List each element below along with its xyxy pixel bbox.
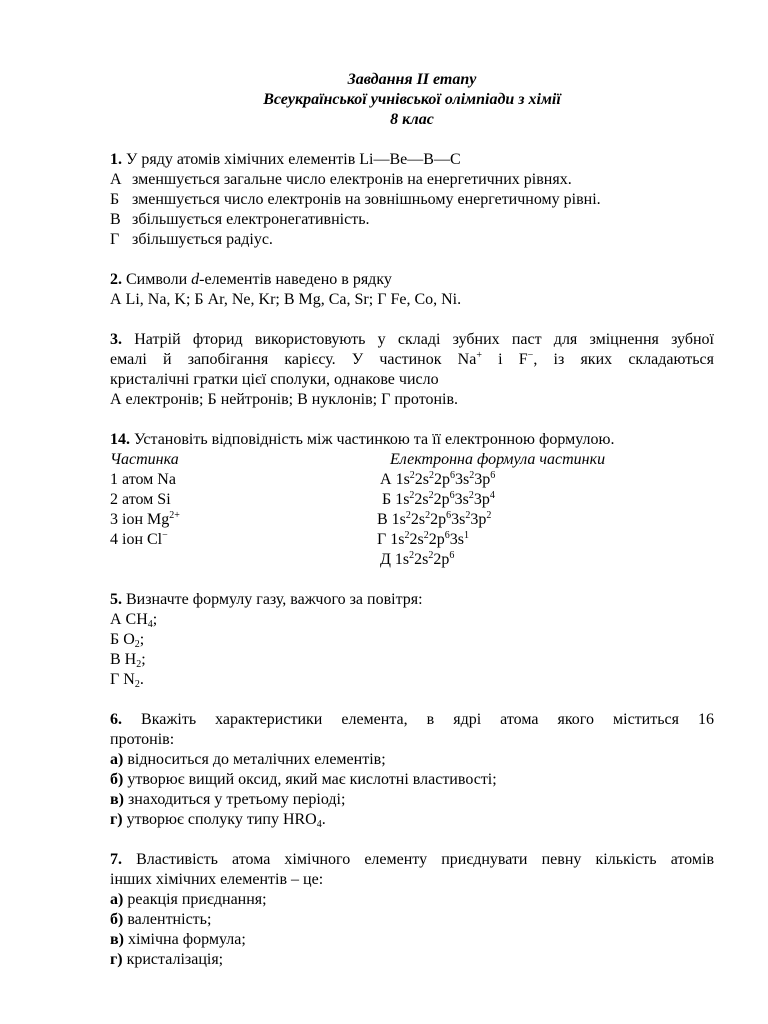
answer-option: Г збільшується радіус.	[110, 231, 273, 248]
question-text: У ряду атомів хімічних елементів Li—Be—B—C	[122, 151, 461, 168]
answer-option: а) відноситься до металічних елементів;	[110, 751, 386, 768]
answer-option: А зменшується загальне число електронів на енергетичних рівнях.	[110, 171, 572, 188]
title-line-3: 8 клас	[390, 111, 434, 128]
match-row: 2 атом Si Б $1s^22s^22p^63s^23p^4$	[110, 490, 495, 508]
answer-option: Б $O_2$;	[110, 631, 145, 650]
answer-option: б) валентність;	[110, 911, 212, 928]
title-line-2: Всеукраїнської учнівської олімпіади з хімії	[263, 91, 561, 108]
question-number: 2.	[110, 271, 122, 288]
answer-option: А $CH_4$;	[110, 611, 158, 630]
answer-option: б) утворює вищий оксид, який має кислотні властивості;	[110, 771, 497, 788]
question-1	[110, 150, 714, 250]
column-header-particle: Частинка	[110, 451, 179, 468]
question-14: 14. Установіть відповідність між частинкою та її електронною формулою. Частинка Електронна формула частинки 1 атом Na А $1s^22s^22p^63s^23p^6$ 2 атом Si Б $1s^22s^22p^63s^23p^4$ 3 іон $Mg^{2+}$ В $1s^22s^22p^63s^23p^2$ 4 іон Cl− Г $1s^22s^22p^63s^1$ Д $1s^22s^22p^6$	[110, 430, 714, 570]
electron-formula: $1s^22s^22p^63s^23p^2$	[391, 510, 492, 528]
question-number: 5.	[110, 591, 122, 608]
answer-options: А електронів; Б нейтронів; В нуклонів; Г протонів.	[110, 391, 459, 408]
formula-b: Б $1s^22s^22p^63s^23p^4$	[382, 490, 495, 508]
answer-option: В $H_2$;	[110, 651, 146, 670]
title-line-1: Завдання ІІ етапу	[347, 71, 477, 88]
match-row: 3 іон $Mg^{2+}$ В $1s^22s^22p^63s^23p^2$	[110, 510, 492, 528]
electron-formula: $1s^22s^22p^63s^23p^4$	[395, 490, 495, 508]
answer-option: В збільшується електронегативність.	[110, 211, 370, 228]
answer-option: г) утворює сполуку типу $HRO_4$.	[110, 811, 326, 830]
answer-options: А Li, Na, K; Б Ar, Ne, Kr; В Mg, Ca, Sr; Г Fe, Co, Ni.	[110, 291, 462, 308]
match-row	[110, 550, 714, 570]
formula-g: Г $1s^22s^22p^63s^1$	[377, 530, 469, 548]
question-7: 7. Властивість атома хімічного елементу приєднувати певну кількість атомів інших хімічних елементів – це: а) реакція приєднання; б) валентність; в) хімічна формула; г) кристалізація;	[110, 851, 714, 968]
electron-formula: $1s^22s^22p^63s^23p^6$	[395, 470, 496, 488]
question-number: 3.	[110, 331, 122, 348]
match-row: 1 атом Na А $1s^22s^22p^63s^23p^6$	[110, 470, 496, 488]
formula-d: Д $1s^22s^22p^6$	[380, 550, 455, 568]
answer-option: в) знаходиться у третьому періоді;	[110, 791, 346, 808]
formula-a: А $1s^22s^22p^63s^23p^6$	[380, 470, 496, 488]
answer-option: г) кристалізація;	[110, 951, 224, 968]
answer-option: Г $N_2$.	[110, 671, 144, 690]
question-6: 6. Вкажіть характеристики елемента, в ядрі атома якого міститься 16 протонів: а) відноситься до металічних елементів; б) утворює вищий оксид, який має кислотні властивості; в) знаходиться у третьому періоді; г) утворює сполуку типу $HRO_4$.	[110, 711, 714, 830]
answer-option: в) хімічна формула;	[110, 931, 246, 948]
document-title	[110, 70, 714, 130]
electron-formula: $1s^22s^22p^6$	[394, 550, 455, 568]
answer-option: Б зменшується число електронів на зовнішньому енергетичному рівні.	[110, 191, 601, 208]
question-2: 2. Символи d-елементів наведено в рядку А Li, Na, K; Б Ar, Ne, Kr; В Mg, Ca, Sr; Г Fe, Co, Ni.	[110, 270, 714, 310]
formula-v: В $1s^22s^22p^63s^23p^2$	[377, 510, 492, 528]
question-number: 6.	[110, 711, 122, 728]
answer-option: а) реакція приєднання;	[110, 891, 267, 908]
electron-formula: $1s^22s^22p^63s^1$	[390, 530, 469, 548]
question-number: 1.	[110, 151, 122, 168]
question-3: 3. Натрій фторид використовують у складі зубних паст для зміцнення зубної емалі й запобігання карієсу. У частинок Na+ і F−, із яких складаються кристалічні гратки цієї сполуки, однакове число А електронів; Б нейтронів; В нуклонів; Г протонів.	[110, 331, 715, 408]
column-header-formula: Електронна формула частинки	[390, 451, 606, 468]
question-5: 5. Визначте формулу газу, важчого за повітря: А $CH_4$; Б $O_2$; В $H_2$; Г $N_2$.	[110, 590, 714, 690]
question-number: 7.	[110, 851, 122, 868]
match-row: 4 іон Cl− Г $1s^22s^22p^63s^1$	[110, 530, 469, 548]
document-page	[110, 70, 714, 970]
question-number: 14.	[110, 431, 130, 448]
